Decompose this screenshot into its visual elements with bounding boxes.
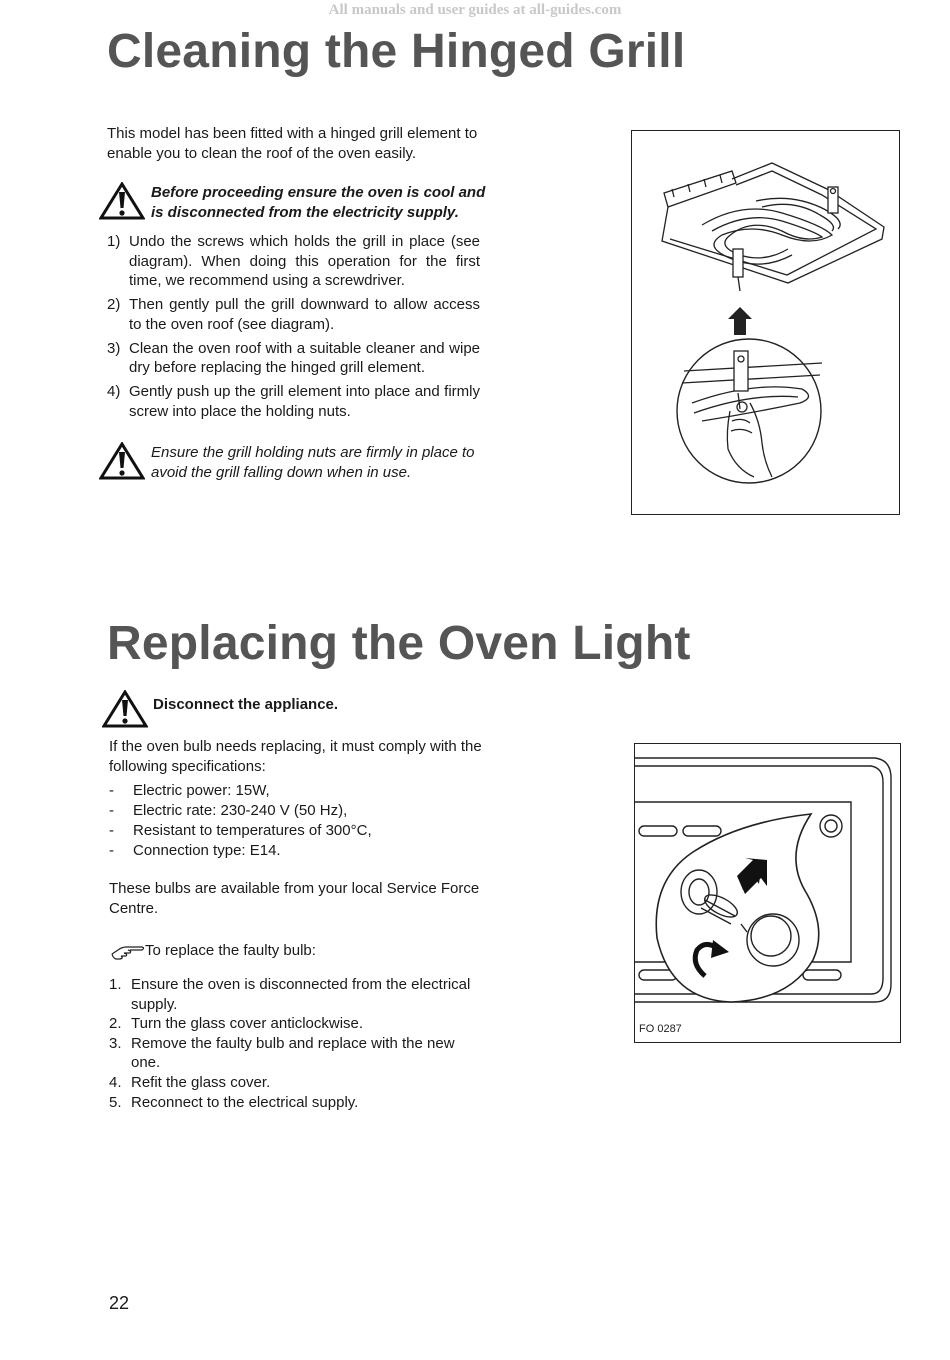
light-warning — [102, 690, 492, 730]
grill-illustration — [632, 131, 899, 514]
section-title-oven-light: Replacing the Oven Light — [107, 617, 691, 670]
spec-item — [109, 841, 489, 861]
grill-steps — [107, 232, 480, 426]
bulb-specs — [109, 781, 489, 861]
warning-triangle-icon — [99, 442, 145, 480]
step-text: Gently push up the grill element into place and firmly screw into place the holding nuts. — [129, 383, 480, 420]
spec-text: Connection type: E14. — [133, 842, 281, 859]
step-number: 5. — [109, 1093, 122, 1111]
spec-text: Electric rate: 230-240 V (50 Hz), — [133, 802, 348, 819]
step-number: 1. — [109, 976, 122, 993]
step-text: Turn the glass cover anticlockwise. — [131, 1015, 364, 1033]
oven-light-diagram — [634, 743, 901, 1043]
page-number: 22 — [109, 1293, 130, 1313]
bulb-step — [109, 1093, 487, 1113]
spec-dash: - — [109, 802, 114, 819]
pointing-hand-icon — [110, 941, 146, 961]
watermark: All manuals and user guides at all-guides.com — [328, 2, 622, 18]
grill-warning-text: Before proceeding ensure the oven is cool and is disconnected from the electricity supply. — [151, 184, 486, 221]
step-text: Undo the screws which holds the grill in place (see diagram). When doing this operation for the first time, we recommend using a screwdriver. — [129, 233, 480, 289]
tip-line — [110, 940, 490, 962]
light-intro: If the oven bulb needs replacing, it must comply with the following specifications: — [109, 738, 482, 775]
oven-light-illustration — [635, 744, 900, 1042]
grill-nuts-warning — [99, 442, 489, 486]
warning-triangle-icon — [102, 690, 148, 728]
grill-diagram — [631, 130, 900, 515]
spec-dash: - — [109, 782, 114, 799]
grill-warning — [99, 182, 489, 226]
spec-item — [109, 781, 489, 801]
light-warning-text: Disconnect the appliance. — [153, 696, 339, 713]
bulb-availability: These bulbs are available from your local Service Force Centre. — [109, 880, 480, 917]
bulb-step — [109, 1034, 487, 1073]
step-number: 3) — [107, 339, 121, 357]
grill-intro: This model has been fitted with a hinged grill element to enable you to clean the roof of the oven easily. — [107, 125, 478, 162]
spec-dash: - — [109, 822, 114, 839]
spec-item — [109, 801, 489, 821]
spec-dash: - — [109, 842, 114, 859]
step-text: Clean the oven roof with a suitable cleaner and wipe dry before replacing the hinged grill element. — [129, 339, 480, 376]
grill-nuts-warning-text: Ensure the grill holding nuts are firmly in place to avoid the grill falling down when in use. — [151, 444, 475, 481]
spec-text: Resistant to temperatures of 300°C, — [133, 822, 372, 839]
step-number: 2. — [109, 1015, 122, 1033]
bulb-step — [109, 1073, 487, 1093]
grill-step — [107, 382, 480, 421]
step-number: 4. — [109, 1073, 122, 1091]
step-number: 4) — [107, 383, 121, 400]
bulb-step — [109, 975, 487, 1014]
step-text: Then gently pull the grill downward to allow access to the oven roof (see diagram). — [129, 296, 480, 333]
bulb-step — [109, 1014, 487, 1034]
grill-step — [107, 232, 480, 291]
figure-code: FO 0287 — [639, 1023, 682, 1035]
step-text: Ensure the oven is disconnected from the electrical supply. — [131, 976, 471, 1013]
tip-text: To replace the faulty bulb: — [145, 942, 316, 959]
step-number: 3. — [109, 1034, 122, 1052]
step-number: 1) — [107, 233, 121, 250]
step-number: 2) — [107, 296, 121, 313]
bulb-steps — [109, 975, 487, 1112]
section-title-hinged-grill: Cleaning the Hinged Grill — [107, 25, 686, 78]
step-text: Refit the glass cover. — [131, 1073, 271, 1091]
step-text: Reconnect to the electrical supply. — [131, 1093, 359, 1111]
grill-step — [107, 295, 480, 334]
spec-text: Electric power: 15W, — [133, 782, 270, 799]
warning-triangle-icon — [99, 182, 145, 220]
step-text: Remove the faulty bulb and replace with the new one. — [131, 1034, 455, 1072]
spec-item — [109, 821, 489, 841]
grill-step — [107, 339, 480, 378]
